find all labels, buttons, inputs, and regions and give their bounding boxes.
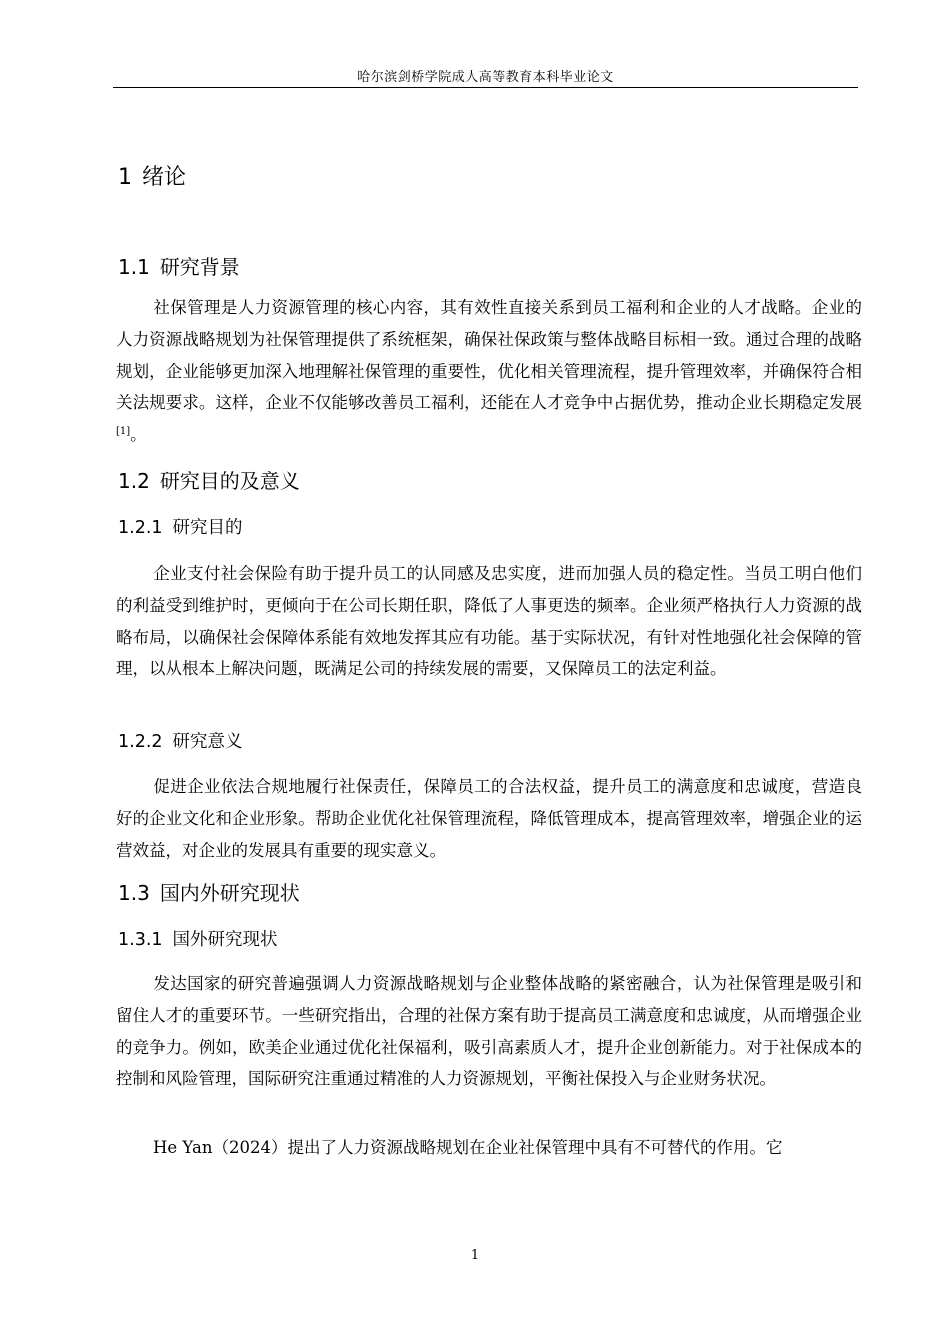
section-title: 研究背景 (159, 255, 240, 279)
paragraph-text: 企业支付社会保险有助于提升员工的认同感及忠实度，进而加强人员的稳定性。当员工明白他们的利益受到维护时，更倾向于在公司长期任职，降低了人事更迭的频率。企业须严格执行人力资源的战略布局，以确保社会保障体系能有效地发挥其应有功能。基于实际状况，有针对性地强化社会保障的管理，以从根本上解决问题，既满足公司的持续发展的需要，又保障员工的法定利益。 (116, 564, 862, 679)
paragraph-text: 促进企业依法合规地履行社保责任，保障员工的合法权益，提升员工的满意度和忠诚度，营造良好的企业文化和企业形象。帮助企业优化社保管理流程，降低管理成本，提高管理效率，增强企业的运营效益，对企业的发展具有重要的现实意义。 (116, 777, 862, 860)
paragraph-text: 社保管理是人力资源管理的核心内容，其有效性直接关系到员工福利和企业的人才战略。企业的人力资源战略规划为社保管理提供了系统框架，确保社保政策与整体战略目标相一致。通过合理的战略规划，企业能够更加深入地理解社保管理的重要性，优化相关管理流程，提升管理效率，并确保符合相关法规要求。这样，企业不仅能够改善员工福利，还能在人才竞争中占据优势，推动企业长期稳定发展 (116, 298, 862, 413)
subsection-number: 1.3.1 (118, 930, 163, 950)
page-number: 1 (470, 1248, 480, 1263)
section-number: 1.2 (118, 469, 150, 493)
paragraph-research-background (116, 292, 862, 451)
section-title: 国内外研究现状 (159, 881, 300, 905)
paragraph-research-purpose (116, 558, 862, 685)
subsection-heading-1-3-1 (118, 926, 278, 951)
section-title: 研究目的及意义 (159, 469, 300, 493)
chapter-heading (118, 160, 186, 191)
paragraph-research-significance (116, 771, 862, 866)
section-heading-1-2 (118, 465, 300, 494)
subsection-title: 研究目的 (172, 518, 243, 538)
chapter-title: 绪论 (142, 165, 187, 190)
paragraph-he-yan (116, 1132, 862, 1164)
paragraph-text: 发达国家的研究普遍强调人力资源战略规划与企业整体战略的紧密融合，认为社保管理是吸引和留住人才的重要环节。一些研究指出，合理的社保方案有助于提高员工满意度和忠诚度，从而增强企业的竞争力。例如，欧美企业通过优化社保福利，吸引高素质人才，提升企业创新能力。对于社保成本的控制和风险管理，国际研究注重通过精准的人力资源规划，平衡社保投入与企业财务状况。 (116, 974, 862, 1089)
citation-reference: [1] (116, 426, 131, 438)
section-number: 1.1 (118, 255, 150, 279)
subsection-number: 1.2.2 (118, 732, 163, 752)
subsection-title: 国外研究现状 (172, 930, 278, 950)
paragraph-end-punct: 。 (130, 425, 147, 445)
section-heading-1-3 (118, 877, 300, 906)
subsection-heading-1-2-1 (118, 514, 243, 539)
chapter-number: 1 (118, 165, 132, 190)
header-rule (113, 87, 858, 88)
running-header: 哈尔滨剑桥学院成人高等教育本科毕业论文 (357, 70, 614, 85)
subsection-title: 研究意义 (172, 732, 243, 752)
subsection-number: 1.2.1 (118, 518, 163, 538)
section-number: 1.3 (118, 881, 150, 905)
paragraph-foreign-research (116, 968, 862, 1095)
section-heading-1-1 (118, 251, 240, 280)
subsection-heading-1-2-2 (118, 728, 243, 753)
paragraph-text: He Yan（2024）提出了人力资源战略规划在企业社保管理中具有不可替代的作用。它 (153, 1138, 783, 1157)
